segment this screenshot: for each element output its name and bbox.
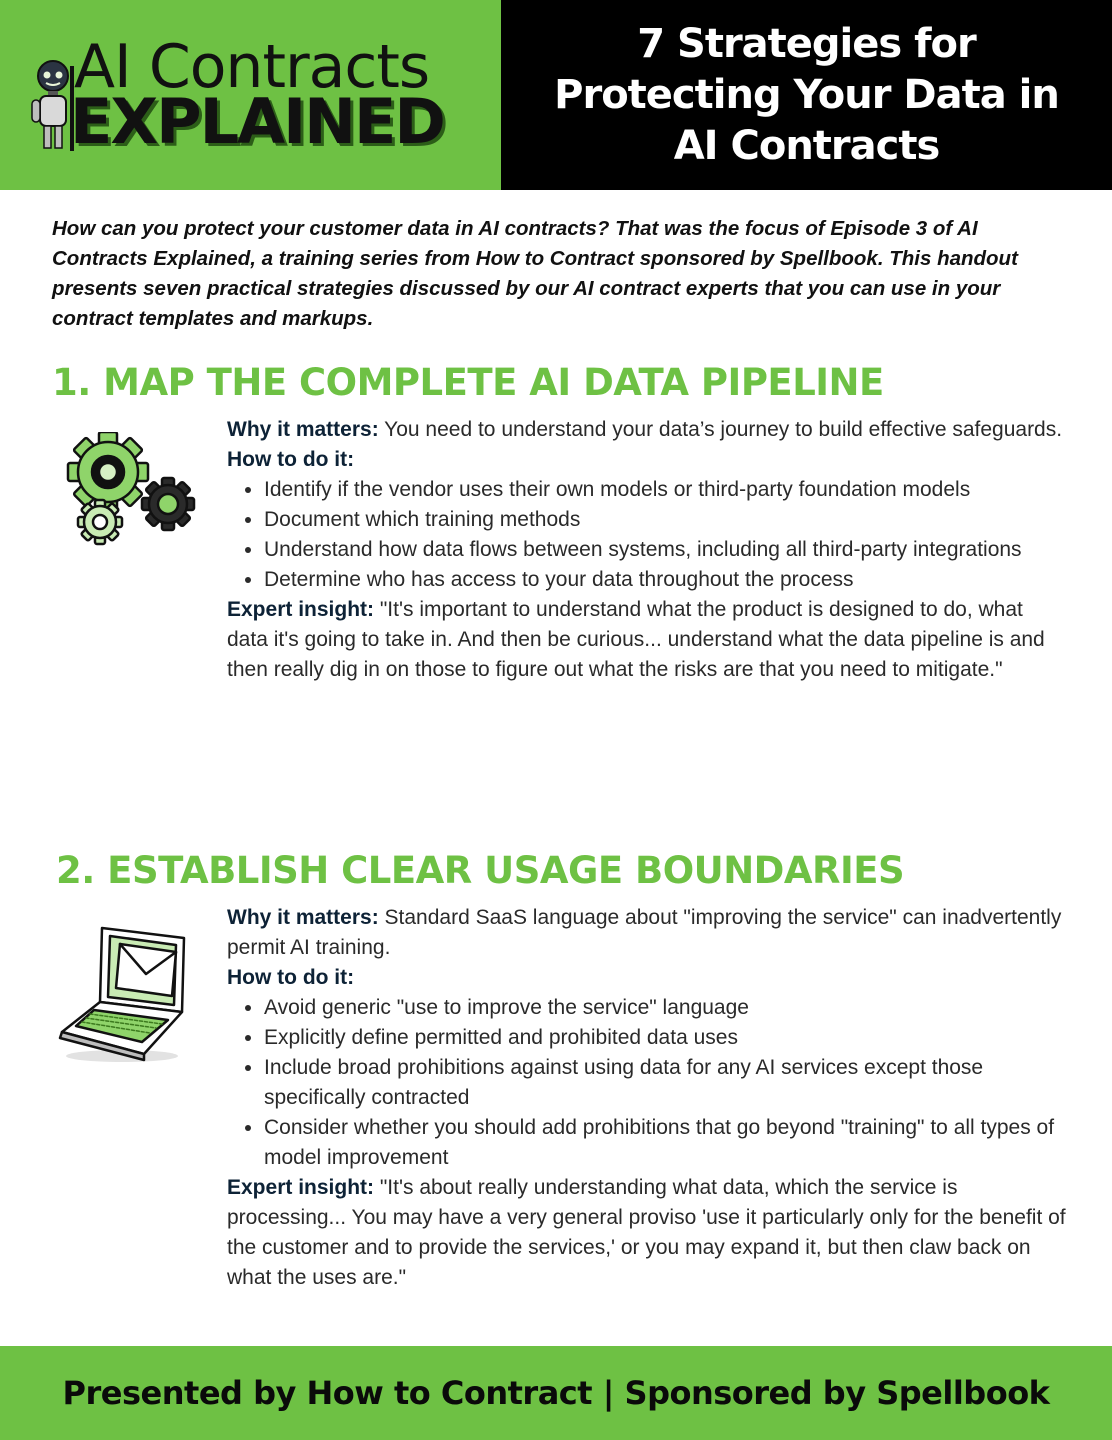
footer-text: Presented by How to Contract | Sponsored by Spellbook [62, 1374, 1050, 1412]
why-label: Why it matters: [227, 906, 379, 929]
section-2-body [227, 903, 1067, 1293]
insight-text: "It's about really understanding what data, which the service is processing... You may have a very general proviso 'use it particularly only for the benefit of the customer and to provide the services,' or you may expand it, but then claw back on what the uses are." [227, 1176, 1066, 1289]
why-text: You need to understand your data’s journey to build effective safeguards. [378, 418, 1063, 441]
page-header [0, 0, 1112, 190]
list-item: • Determine who has access to your data throughout the process [264, 565, 1067, 595]
expert-insight [227, 595, 1067, 685]
how-label: How to do it: [227, 966, 355, 989]
why-text: Standard SaaS language about "improving the service" can inadvertently permit AI training. [227, 906, 1062, 959]
list-item: • Document which training methods [264, 505, 1067, 535]
list-item: • Consider whether you should add prohibitions that go beyond "training" to all types of model improvement [264, 1113, 1067, 1173]
laptop-mail-icon [56, 914, 186, 1064]
why-it-matters [227, 415, 1067, 445]
insight-text: "It's important to understand what the product is designed to do, what data it's going to take in. And then be curious... understand what the data pipeline is and then really dig in on those to figure out what the risks are that you need to mitigate." [227, 598, 1045, 681]
gears-icon [50, 432, 204, 550]
insight-label: Expert insight: [227, 1176, 375, 1199]
section-2-heading: 2. ESTABLISH CLEAR USAGE BOUNDARIES [56, 849, 905, 892]
logo-panel [0, 0, 501, 190]
section-1-heading: 1. MAP THE COMPLETE AI DATA PIPELINE [52, 361, 884, 404]
how-list [227, 993, 1067, 1173]
page-footer [0, 1346, 1112, 1440]
list-item: • Identify if the vendor uses their own models or third-party foundation models [264, 475, 1067, 505]
why-it-matters [227, 903, 1067, 963]
list-item: • Understand how data flows between systems, including all third-party integrations [264, 535, 1067, 565]
logo-text-bottom: EXPLAINED [70, 85, 444, 158]
list-item: • Avoid generic "use to improve the service" language [264, 993, 1067, 1023]
how-label: How to do it: [227, 448, 355, 471]
page-title: 7 Strategies for Protecting Your Data in AI Contracts [554, 20, 1059, 169]
how-list [227, 475, 1067, 595]
why-label: Why it matters: [227, 418, 379, 441]
expert-insight [227, 1173, 1067, 1293]
list-item: • Explicitly define permitted and prohibited data uses [264, 1023, 1067, 1053]
title-panel [501, 0, 1112, 190]
logo-text-top: AI Contracts [74, 32, 430, 102]
list-item: • Include broad prohibitions against using data for any AI services except those specifically contracted [264, 1053, 1067, 1113]
section-1-body [227, 415, 1067, 685]
intro-paragraph: How can you protect your customer data in AI contracts? That was the focus of Episode 3 of AI Contracts Explained, a training series from How to Contract sponsored by Spellbook. This handout presents seven practical strategies discussed by our AI contract experts that you can use in your contract templates and markups. [52, 217, 1018, 330]
insight-label: Expert insight: [227, 598, 375, 621]
